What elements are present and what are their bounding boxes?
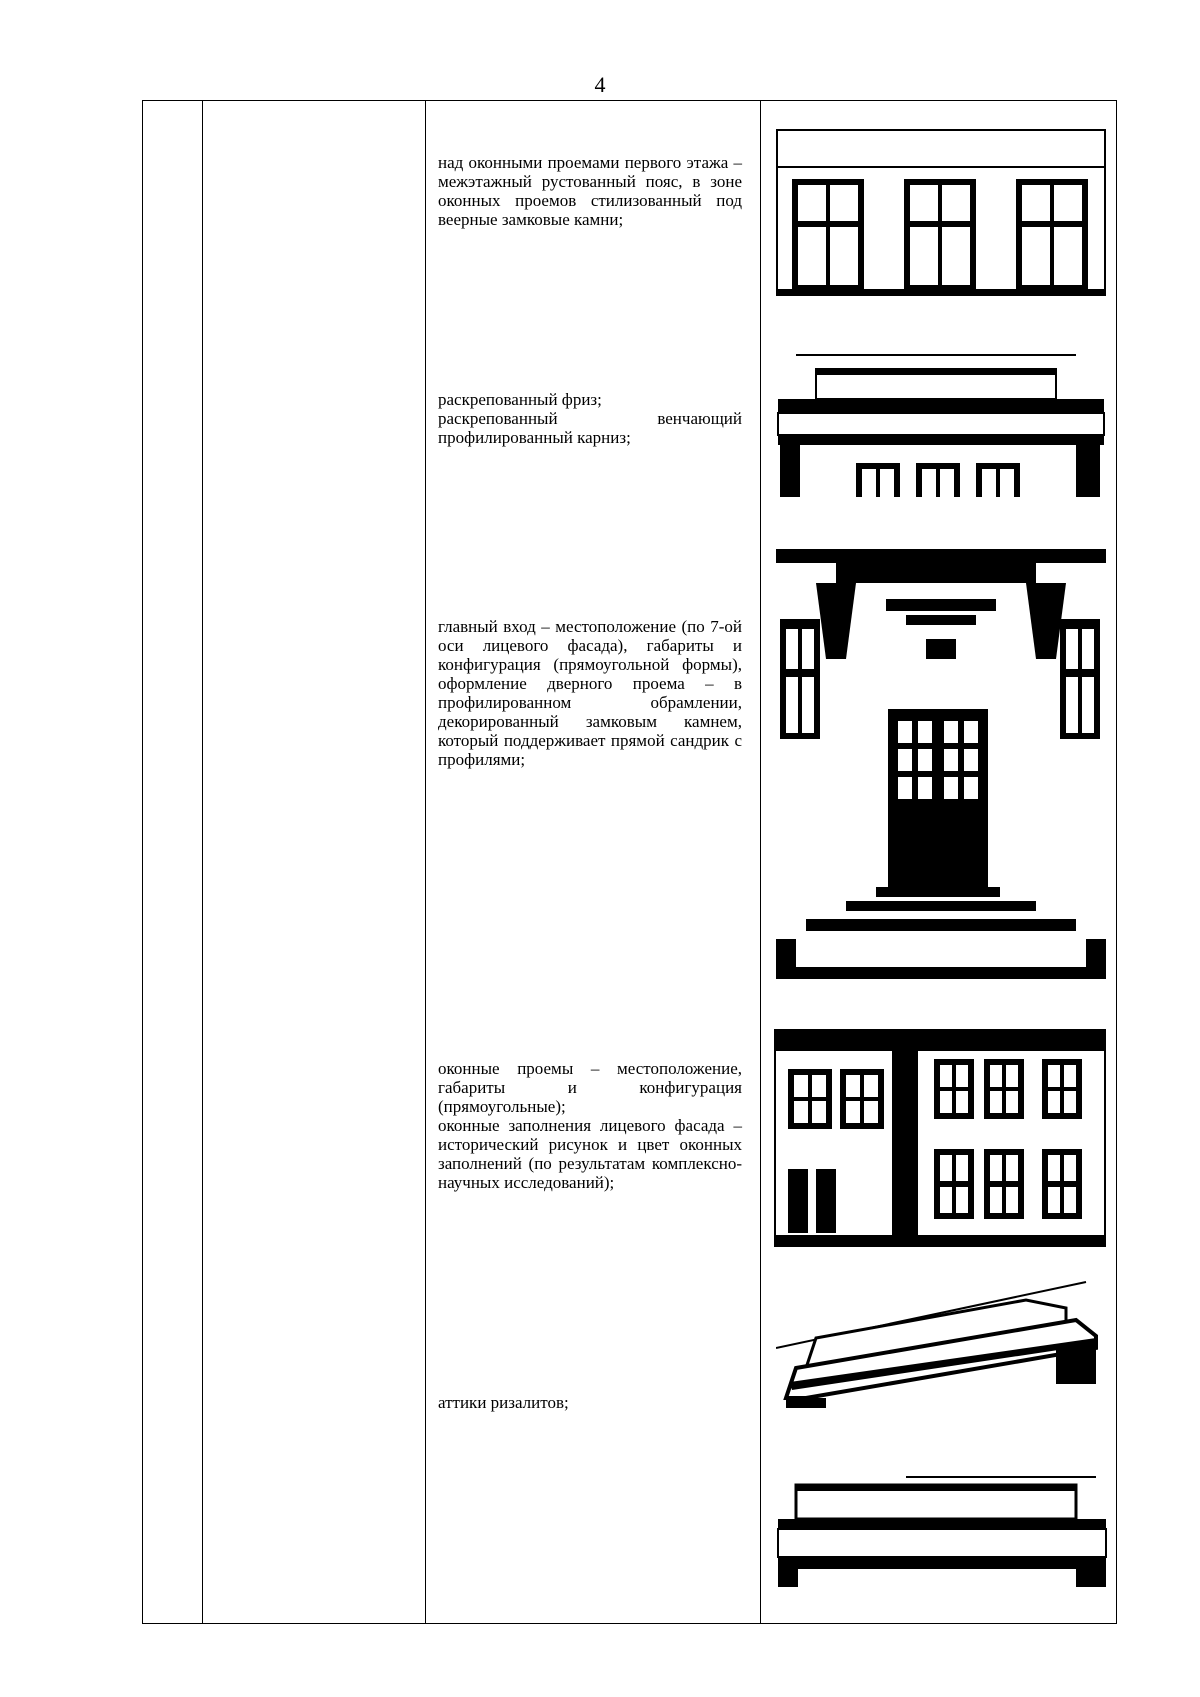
entry-line: аттики ризалитов; [438, 1393, 569, 1412]
cornice-frieze-photo [776, 351, 1106, 497]
entry-line: раскрепованный фриз; [438, 390, 602, 409]
column-divider [760, 101, 761, 1623]
main-entrance-photo [776, 549, 1106, 979]
entry-line: над оконными проемами первого этажа – межэтажный рустованный пояс, в зоне оконных проемов стилизованный под веерные замковые камни; [438, 153, 742, 229]
column-divider [202, 101, 203, 1623]
entry-text [438, 1393, 742, 1412]
column-divider [425, 101, 426, 1623]
attics-photo-2 [776, 1475, 1108, 1587]
entry-text [438, 390, 742, 447]
window-openings-photo [774, 1029, 1106, 1247]
attics-photo [776, 1278, 1106, 1413]
entry-text [438, 153, 742, 229]
entry-text [438, 1059, 742, 1192]
windows-first-floor-photo [776, 129, 1106, 296]
entry-line: оконные заполнения лицевого фасада – исторический рисунок и цвет оконных заполнений (по результатам комплексно-научных исследований); [438, 1116, 742, 1192]
entry-line: оконные проемы – местоположение, габариты и конфигурация (прямоугольные); [438, 1059, 742, 1116]
entry-line: раскрепованный венчающий профилированный карниз; [438, 409, 742, 447]
page-number: 4 [594, 72, 606, 97]
entry-text [438, 617, 742, 769]
entry-line: главный вход – местоположение (по 7-ой оси лицевого фасада), габариты и конфигурация (прямоугольной формы), оформление дверного проема – в профилированном обрамлении, декорированный замковым камнем, который поддерживает прямой сандрик с профилями; [438, 617, 742, 769]
